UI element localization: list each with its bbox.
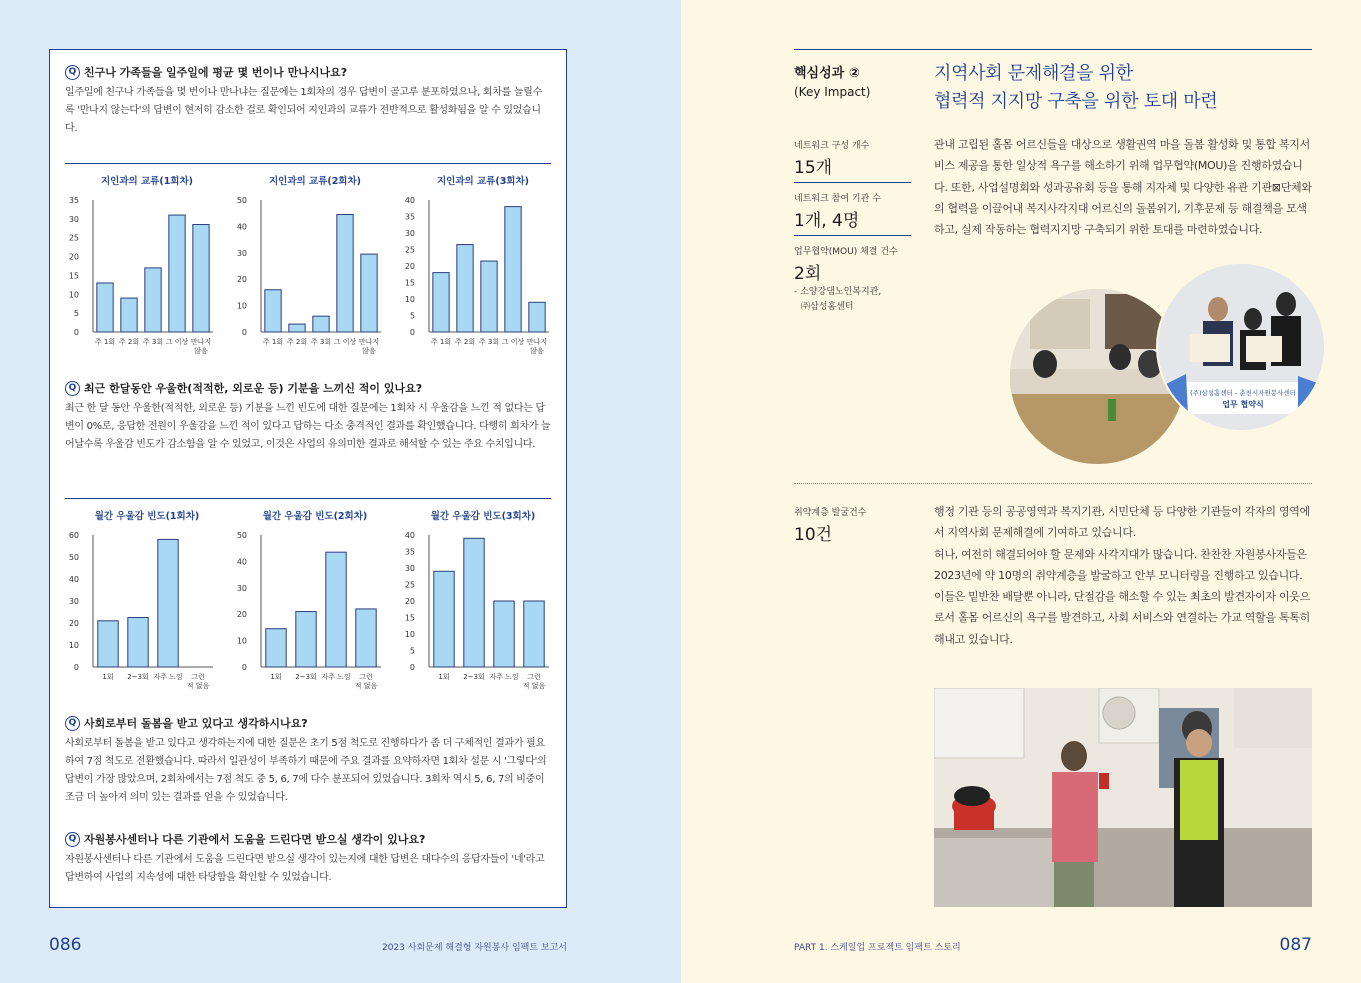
y-tick-label: 50 xyxy=(236,531,247,540)
y-tick-label: 10 xyxy=(68,641,79,650)
x-tick-label: 주 3회 xyxy=(478,338,500,346)
paragraph-discovery xyxy=(934,501,1314,650)
y-tick-label: 25 xyxy=(68,233,79,243)
x-tick-label: 않음 xyxy=(194,347,208,355)
y-tick-label: 5 xyxy=(73,309,79,319)
impact-sub: (Key Impact) xyxy=(794,85,871,99)
y-tick-label: 20 xyxy=(236,610,247,620)
footer-left: 2023 사회문제 해결형 자원봉사 임팩트 보고서 xyxy=(381,943,567,953)
bar xyxy=(524,601,544,667)
bar xyxy=(266,629,286,667)
metric-rule xyxy=(794,182,911,183)
bar xyxy=(289,324,305,332)
y-tick-label: 5 xyxy=(409,646,415,656)
x-tick-label: 적 없음 xyxy=(354,682,378,690)
x-tick-label: 주 1회 xyxy=(430,338,452,346)
x-tick-label: 그런 xyxy=(527,673,541,681)
x-tick-label: 그 이상 xyxy=(165,338,189,346)
y-tick-label: 30 xyxy=(404,229,415,238)
q-badge-icon: Q xyxy=(65,832,80,847)
paragraph-discovery-c: 이들은 밑반찬 배달뿐 아니라, 단절감을 해소할 수 있는 최초의 발견자이자 이웃으로서 홀몸 어르신의 욕구를 발견하고, 사회 서비스와 연결하는 가교 역할을 톡톡히 해내고 있습니다. xyxy=(934,590,1310,646)
dotted-divider xyxy=(794,483,1312,484)
x-tick-label: 1회 xyxy=(438,673,450,681)
bar xyxy=(361,254,377,332)
question-2 xyxy=(65,380,551,454)
x-tick-label: 그 이상 xyxy=(501,338,525,346)
mou-ceremony-illustration xyxy=(1158,264,1326,432)
y-tick-label: 10 xyxy=(404,295,415,304)
bar xyxy=(326,552,346,667)
y-tick-label: 30 xyxy=(236,583,247,593)
x-tick-label: 자주 느낌 xyxy=(489,673,519,681)
y-tick-label: 15 xyxy=(404,278,415,288)
bar xyxy=(145,268,161,332)
metric-mou xyxy=(794,244,911,284)
y-tick-label: 40 xyxy=(404,196,415,205)
y-tick-label: 0 xyxy=(241,663,247,672)
x-tick-label: 그런 xyxy=(359,673,373,681)
impact-label: 핵심성과 ② xyxy=(794,66,860,81)
y-tick-label: 10 xyxy=(404,630,415,639)
bar xyxy=(265,290,281,332)
x-tick-label: 만나지 xyxy=(526,338,548,346)
chart-title: 월간 우울감 빈도(3회차) xyxy=(430,511,536,522)
impact-title-line2: 협력적 지지망 구축을 위한 토대 마련 xyxy=(934,91,1218,112)
right-page xyxy=(681,0,1361,983)
y-tick-label: 15 xyxy=(404,613,415,623)
y-tick-label: 10 xyxy=(68,290,79,300)
y-tick-label: 35 xyxy=(404,212,415,222)
x-tick-label: 주 3회 xyxy=(310,338,332,346)
q-badge-icon: Q xyxy=(65,65,80,80)
question-4 xyxy=(65,831,551,887)
x-tick-label: 자주 느낌 xyxy=(321,673,351,681)
bar xyxy=(98,621,118,667)
banner-line1: (주)삼성홈센터 - 춘천시자원봉사센터 xyxy=(1190,389,1296,397)
mou-note-line2: ㈜삼성홈센터 xyxy=(801,302,854,312)
y-tick-label: 60 xyxy=(68,531,79,540)
mou-ceremony-photo xyxy=(1156,262,1326,432)
bar xyxy=(529,302,545,332)
chart-row-1-svg xyxy=(65,164,551,364)
bar xyxy=(128,618,148,668)
kitchen-visit-photo xyxy=(934,688,1312,907)
chart-row-1 xyxy=(65,163,551,363)
question-1 xyxy=(65,64,551,138)
bar xyxy=(313,316,329,332)
survey-card xyxy=(49,49,567,908)
chart-title: 월간 우울감 빈도(2회차) xyxy=(262,511,368,522)
question-3-title: 사회로부터 돌봄을 받고 있다고 생각하시나요? xyxy=(84,717,308,730)
meeting-photo xyxy=(1010,289,1185,464)
question-3 xyxy=(65,715,551,807)
metric-label: 네트워크 구성 개수 xyxy=(794,141,870,151)
y-tick-label: 50 xyxy=(68,553,79,562)
y-tick-label: 20 xyxy=(236,275,247,285)
metric-value: 15개 xyxy=(794,158,833,178)
kitchen-visit-illustration xyxy=(934,688,1312,907)
y-tick-label: 0 xyxy=(73,328,79,337)
y-tick-label: 5 xyxy=(409,311,415,321)
x-tick-label: 주 1회 xyxy=(262,338,284,346)
bar xyxy=(356,609,376,667)
x-tick-label: 주 1회 xyxy=(94,338,116,346)
x-tick-label: 자주 느낌 xyxy=(153,673,183,681)
y-tick-label: 30 xyxy=(68,597,79,606)
question-4-body: 자원봉사센터나 다른 기관에서 도움을 드린다면 받으실 생각이 있는지에 대한 답변은 대다수의 응답자들이 '네'라고 답변하여 사업의 지속성에 대한 타당함을 확인할 수 있었습니다. xyxy=(65,854,545,883)
question-1-body: 일주일에 친구나 가족들을 몇 번이나 만나냐는 질문에는 1회차의 경우 답변이 골고루 분포하였으나, 회차를 늘릴수록 '만나지 않는다'의 답변이 현저히 감소한 걸로 확인되어 지인과의 교류가 전반적으로 활성화됨을 알 수 있었습니다. xyxy=(65,87,542,134)
mou-note xyxy=(794,285,881,315)
question-2-title: 최근 한달동안 우울한(적적한, 외로운 등) 기분을 느끼신 적이 있나요? xyxy=(84,382,423,395)
y-tick-label: 10 xyxy=(236,301,247,311)
y-tick-label: 20 xyxy=(404,262,415,271)
bar xyxy=(193,225,209,332)
metric-participants xyxy=(794,191,911,236)
y-tick-label: 35 xyxy=(404,547,415,557)
chart-title: 지인과의 교류(1회차) xyxy=(100,176,194,187)
q-badge-icon: Q xyxy=(65,716,80,731)
x-tick-label: 그 이상 xyxy=(333,338,357,346)
y-tick-label: 30 xyxy=(68,214,79,224)
y-tick-label: 35 xyxy=(68,196,79,205)
x-tick-label: 1회 xyxy=(270,673,282,681)
metric-label: 취약계층 발굴건수 xyxy=(794,508,867,518)
chart-title: 지인과의 교류(2회차) xyxy=(268,176,362,187)
y-tick-label: 15 xyxy=(68,271,79,281)
x-tick-label: 주 2회 xyxy=(454,338,476,346)
question-4-title: 자원봉사센터나 다른 기관에서 도움을 드린다면 받으실 생각이 있나요? xyxy=(84,833,426,846)
y-tick-label: 30 xyxy=(404,564,415,573)
bar xyxy=(97,283,113,332)
question-3-body: 사회로부터 돌봄을 받고 있다고 생각하는지에 대한 질문은 초기 5점 척도로 진행하다가 좀 더 구체적인 결과가 필요하여 7점 척도로 전환했습니다. 따라서 일관성이 부족하기 때문에 주요 결과를 요약하자면 1회차 설문 시 '그렇다'의 답변이 가장 많았으며, 2회차에서는 7점 척도 중 5, 6, 7에 다수 분포되어 있었습니다. 3회차 역시 5, 6, 7의 비중이 조금 더 높아져 의미 있는 결과를 얻을 수 있었습니다. xyxy=(65,738,547,803)
y-tick-label: 20 xyxy=(68,619,79,628)
chart-row-2 xyxy=(65,498,551,698)
y-tick-label: 0 xyxy=(73,663,79,672)
x-tick-label: 그런 xyxy=(191,673,205,681)
metric-vulnerable xyxy=(794,505,911,545)
x-tick-label: 적 없음 xyxy=(522,682,546,690)
bar xyxy=(505,207,521,332)
x-tick-label: 만나지 xyxy=(190,338,212,346)
bar xyxy=(337,215,353,332)
y-tick-label: 30 xyxy=(236,248,247,258)
y-tick-label: 25 xyxy=(404,580,415,590)
paragraph-mou: 관내 고립된 홀몸 어르신들을 대상으로 생활권역 마을 돌봄 활성화 및 통합 복지서비스 제공을 통한 일상적 욕구를 해소하기 위해 업무협약(MOU)을 진행하였습니다. 또한, 사업설명회와 성과공유회 등을 통해 지자체 및 다양한 유관 기관⊠단체와의 협력을 이끌어내 복지사각지대 어르신의 돌봄위기, 기후문제 등 해결책을 모색하고, 실제 작동하는 협력지지망 구축되기 위한 토대를 마련하였습니다. xyxy=(934,138,1312,237)
meeting-photo-illustration xyxy=(1010,289,1185,464)
banner-line2: 업무 협약식 xyxy=(1222,400,1264,409)
top-rule xyxy=(794,49,1312,50)
bar xyxy=(296,612,316,667)
x-tick-label: 2~3회 xyxy=(295,673,317,681)
x-tick-label: 2~3회 xyxy=(127,673,149,681)
metric-rule xyxy=(794,235,911,236)
y-tick-label: 25 xyxy=(404,245,415,255)
impact-title xyxy=(934,60,1217,116)
bar xyxy=(464,538,484,667)
question-1-title: 친구나 가족들을 일주일에 평균 몇 번이나 만나시나요? xyxy=(84,66,348,79)
y-tick-label: 50 xyxy=(236,196,247,205)
bar xyxy=(494,601,514,667)
x-tick-label: 주 2회 xyxy=(118,338,140,346)
y-tick-label: 0 xyxy=(241,328,247,337)
x-tick-label: 주 3회 xyxy=(142,338,164,346)
y-tick-label: 20 xyxy=(68,252,79,262)
metric-network-count xyxy=(794,138,911,183)
x-tick-label: 2~3회 xyxy=(463,673,485,681)
bar xyxy=(121,298,137,332)
q-badge-icon: Q xyxy=(65,381,80,396)
y-tick-label: 40 xyxy=(236,557,247,567)
bar xyxy=(481,261,497,332)
x-tick-label: 주 2회 xyxy=(286,338,308,346)
mou-note-line1: - 소양강댐노인복지관, xyxy=(794,287,882,297)
y-tick-label: 20 xyxy=(404,597,415,606)
x-tick-label: 만나지 xyxy=(358,338,380,346)
metric-label: 네트워크 참여 기관 수 xyxy=(794,194,881,204)
page-number-left: 086 xyxy=(49,935,82,955)
x-tick-label: 않음 xyxy=(530,347,544,355)
question-2-body: 최근 한 달 동안 우울한(적적한, 외로운 등) 기분을 느낀 빈도에 대한 질문에는 1회차 시 우울감을 느낀 적 없다는 답변이 0%로, 응답한 전원이 우울감을 느낀 적이 있다고 답하는 다소 충격적인 결과를 확인했습니다. 다행히 회차가 늘어날수록 우울감 빈도가 감소함을 알 수 있었고, 이것은 사업의 유의미한 결과로 해석할 수 있는 주요 수치입니다. xyxy=(65,403,551,450)
bar xyxy=(434,571,454,667)
x-tick-label: 적 없음 xyxy=(186,682,210,690)
x-tick-label: 1회 xyxy=(102,673,114,681)
bar xyxy=(457,245,473,332)
chart-title: 월간 우울감 빈도(1회차) xyxy=(94,511,200,522)
bar xyxy=(158,539,178,667)
bar xyxy=(433,273,449,332)
page-number-right: 087 xyxy=(1279,935,1312,955)
y-tick-label: 0 xyxy=(409,663,415,672)
y-tick-label: 40 xyxy=(236,222,247,232)
chart-title: 지인과의 교류(3회차) xyxy=(436,176,530,187)
paragraph-discovery-b: 허나, 여전히 해결되어야 할 문제와 사각지대가 많습니다. 찬찬찬 자원봉사자들은 2023년에 약 10명의 취약계층을 발굴하고 안부 모니터링을 진행하고 있습니다. xyxy=(934,547,1307,582)
y-tick-label: 40 xyxy=(404,531,415,540)
metric-value: 10건 xyxy=(794,525,833,545)
impact-title-line1: 지역사회 문제해결을 위한 xyxy=(934,63,1133,84)
paragraph-discovery-a: 행정 기관 등의 공공영역과 복지기관, 시민단체 등 다양한 기관들이 각자의 영역에서 지역사회 문제해결에 기여하고 있습니다. xyxy=(934,505,1310,540)
metric-label: 업무협약(MOU) 체결 건수 xyxy=(794,247,898,257)
footer-right: PART 1. 스케일업 프로젝트 임팩트 스토리 xyxy=(794,943,961,953)
chart-row-2-svg xyxy=(65,499,551,699)
x-tick-label: 않음 xyxy=(362,347,376,355)
y-tick-label: 0 xyxy=(409,328,415,337)
metric-value: 2회 xyxy=(794,264,822,284)
y-tick-label: 40 xyxy=(68,575,79,584)
y-tick-label: 10 xyxy=(236,636,247,646)
bar xyxy=(169,215,185,332)
metric-value: 1개, 4명 xyxy=(794,211,860,231)
